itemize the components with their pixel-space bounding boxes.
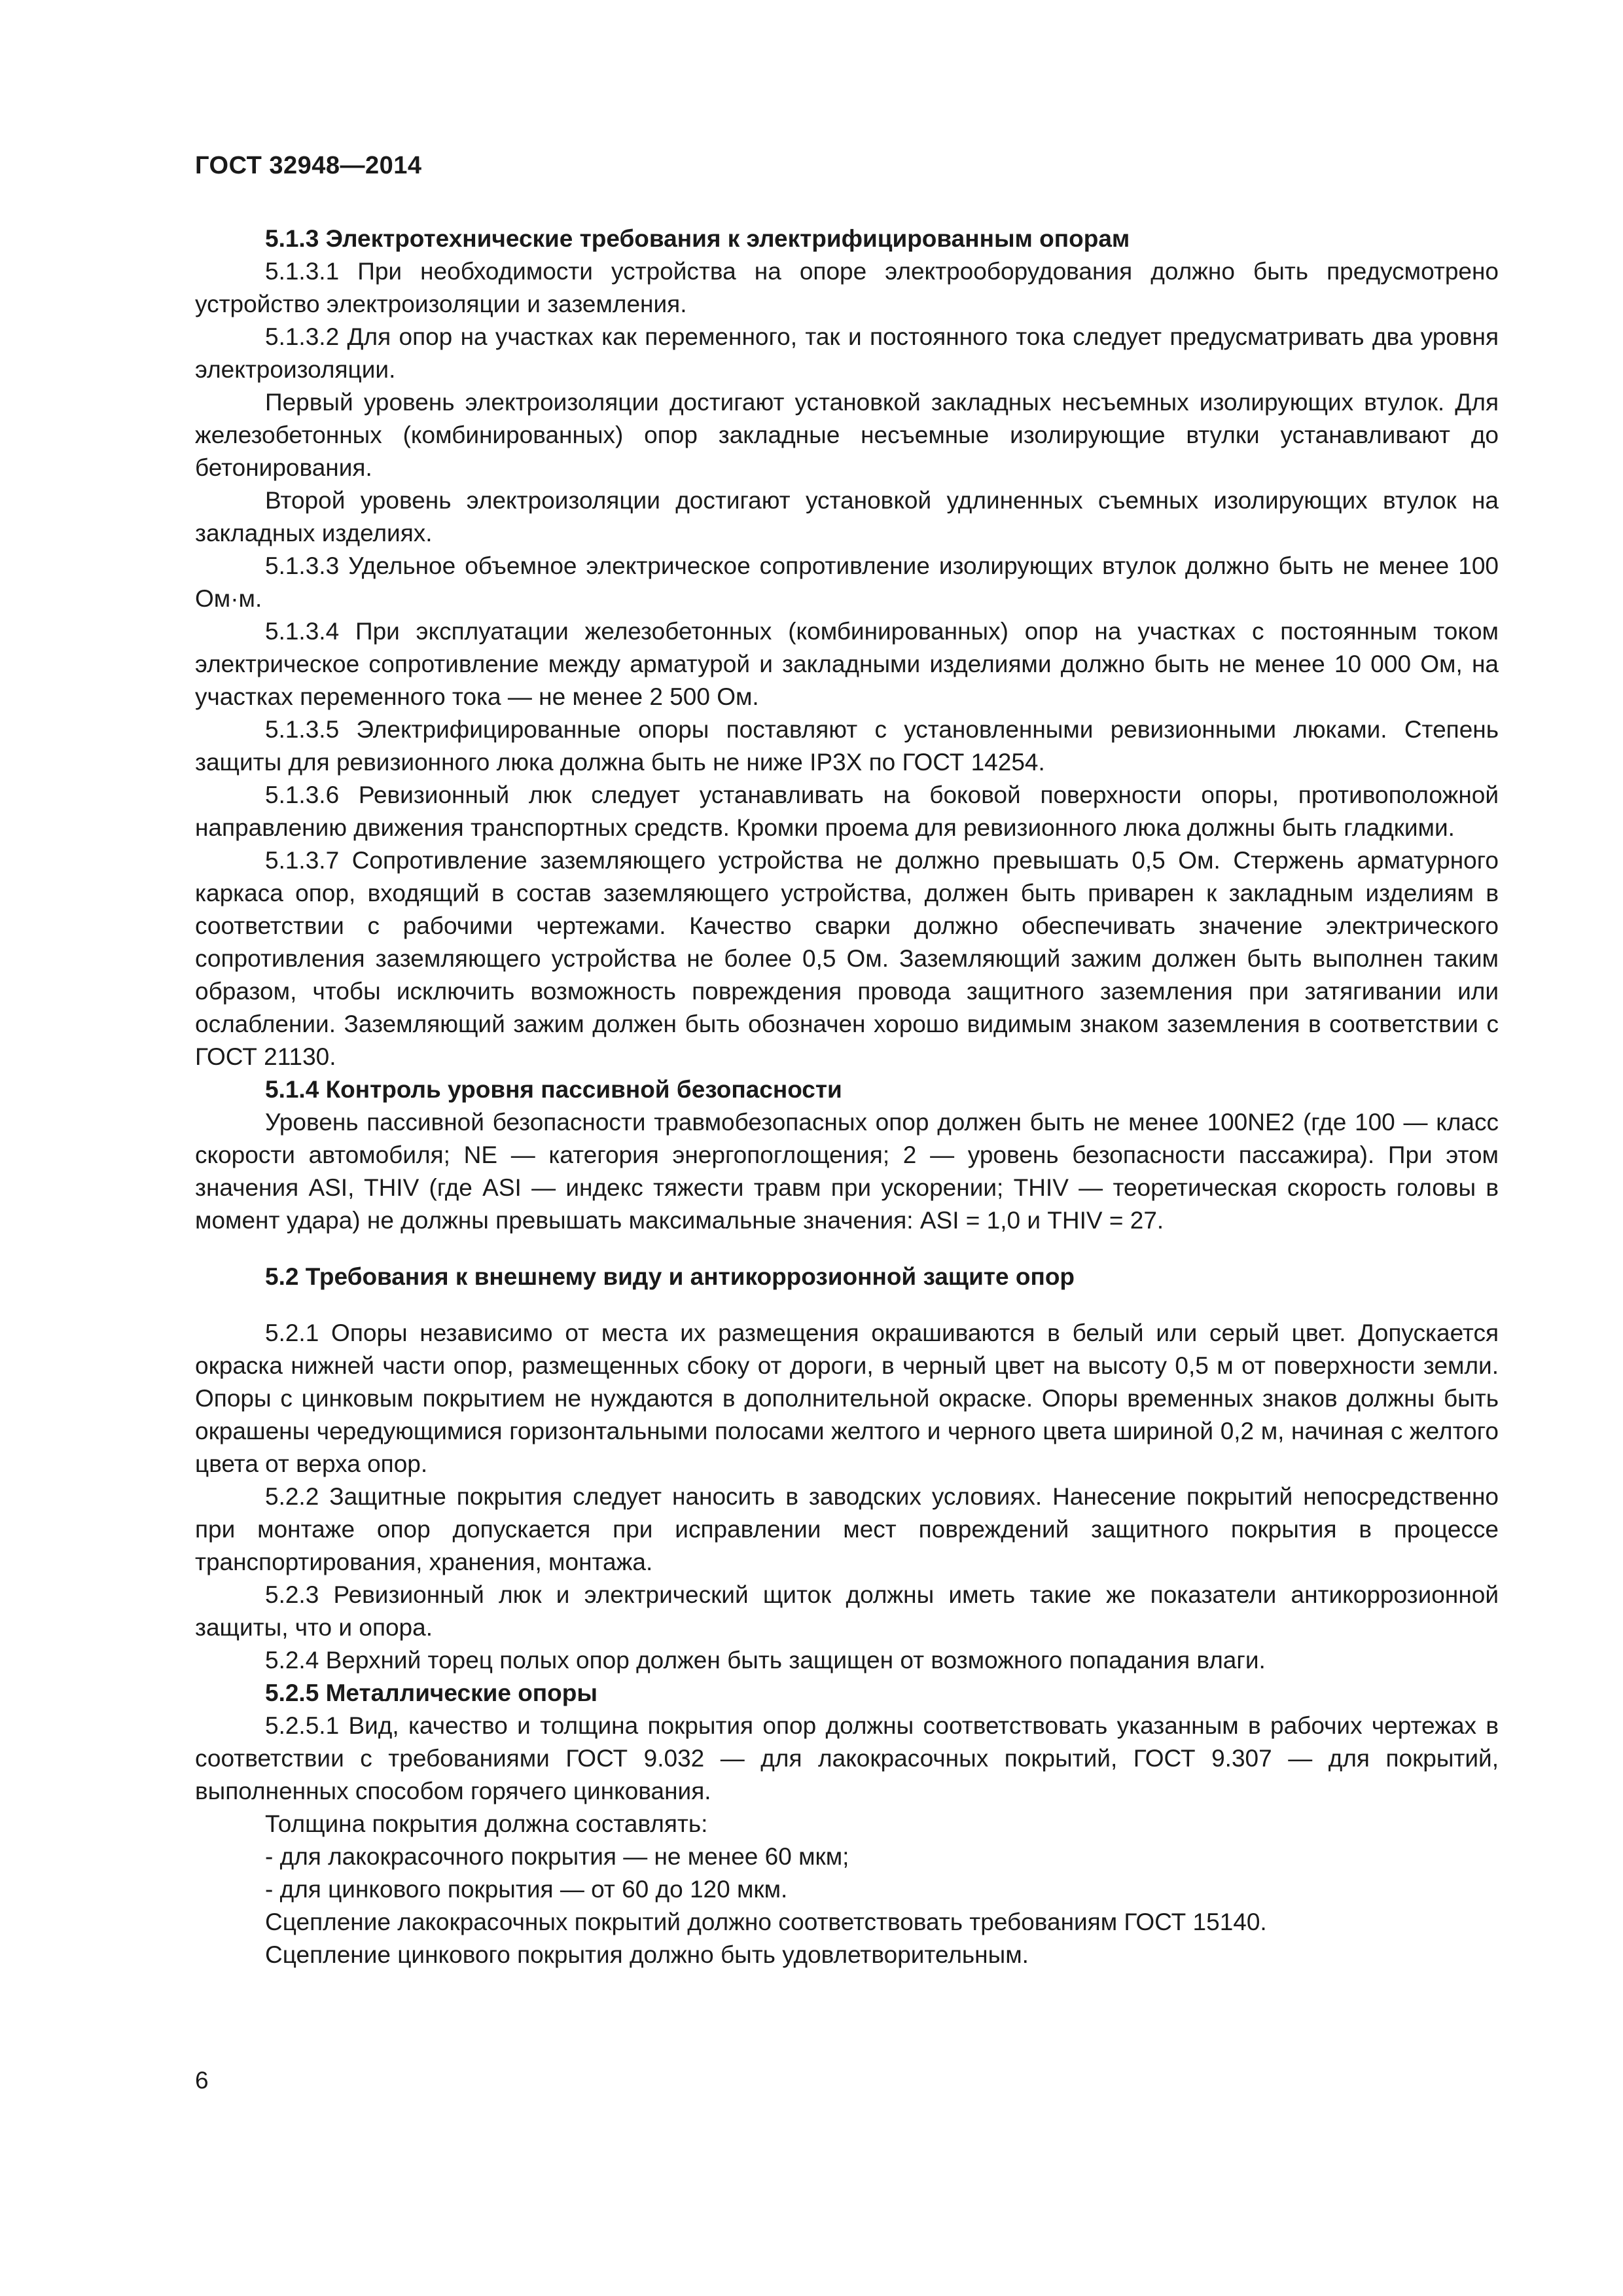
clause-5-2-4: 5.2.4 Верхний торец полых опор должен быть защищен от возможного попадания влаги. [265, 1647, 1266, 1674]
clause-5-1-3-7: 5.1.3.7 Сопротивление заземляющего устройства не должно превышать 0,5 Ом. Стержень арматурного каркаса опор, входящий в состав заземляющего устройства, должен быть приварен к закладным изделиям в соответствии с рабочими чертежами. Качество сварки должно обеспечивать значение электрического сопротивления заземляющего устройства не более 0,5 Ом. Заземляющий зажим должен быть выполнен таким образом, чтобы исключить возможность повреждения провода защитного заземления при затягивании или ослаблении. Заземляющий зажим должен быть обозначен хорошо видимым знаком заземления в соответствии с ГОСТ 21130. [195, 847, 1499, 1070]
paragraph-insulation-level-1: Первый уровень электроизоляции достигают установкой закладных несъемных изолирующих втулок. Для железобетонных (комбинированных) опор закладные несъемные изолирующие втулки устанавливают до бетонирования. [195, 389, 1499, 481]
thickness-intro: Толщина покрытия должна составлять: [265, 1810, 708, 1837]
section-5-2-5-title: 5.2.5 Металлические опоры [265, 1679, 597, 1706]
list-item: - для цинкового покрытия — от 60 до 120 мкм. [265, 1876, 788, 1903]
section-5-2-title: 5.2 Требования к внешнему виду и антикоррозионной защите опор [265, 1263, 1075, 1290]
section-5-1-3-title: 5.1.3 Электротехнические требования к электрифицированным опорам [265, 225, 1130, 252]
page-number: 6 [195, 2067, 209, 2094]
paragraph-insulation-level-2: Второй уровень электроизоляции достигают установкой удлиненных съемных изолирующих втулок на закладных изделиях. [195, 487, 1499, 547]
clause-5-2-3: 5.2.3 Ревизионный люк и электрический щиток должны иметь такие же показатели антикоррозионной защиты, что и опора. [195, 1581, 1499, 1641]
adhesion-zinc: Сцепление цинкового покрытия должно быть удовлетворительным. [265, 1941, 1029, 1968]
clause-5-2-2: 5.2.2 Защитные покрытия следует наносить в заводских условиях. Нанесение покрытий непосредственно при монтаже опор допускается при исправлении мест повреждений защитного покрытия в процессе транспортирования, хранения, монтажа. [195, 1483, 1499, 1575]
document-body [195, 223, 1499, 1971]
clause-5-1-4-text: Уровень пассивной безопасности травмобезопасных опор должен быть не менее 100NE2 (где 100 — класс скорости автомобиля; NE — категория энергопоглощения; 2 — уровень безопасности пассажира). При этом значения ASI, THIV (где ASI — индекс тяжести травм при ускорении; THIV — теоретическая скорость головы в момент удара) не должны превышать максимальные значения: ASI = 1,0 и THIV = 27. [195, 1109, 1499, 1234]
clause-5-1-3-3: 5.1.3.3 Удельное объемное электрическое сопротивление изолирующих втулок должно быть не менее 100 Ом·м. [195, 552, 1499, 612]
clause-5-2-5-1: 5.2.5.1 Вид, качество и толщина покрытия опор должны соответствовать указанным в рабочих чертежах в соответствии с требованиями ГОСТ 9.032 — для лакокрасочных покрытий, ГОСТ 9.307 — для покрытий, выполненных способом горячего цинкования. [195, 1712, 1499, 1804]
clause-5-1-3-1: 5.1.3.1 При необходимости устройства на опоре электрооборудования должно быть предусмотрено устройство электроизоляции и заземления. [195, 258, 1499, 317]
clause-5-1-3-2: 5.1.3.2 Для опор на участках как переменного, так и постоянного тока следует предусматривать два уровня электроизоляции. [195, 323, 1499, 383]
document-header-id: ГОСТ 32948—2014 [195, 152, 422, 179]
clause-5-1-3-6: 5.1.3.6 Ревизионный люк следует устанавливать на боковой поверхности опоры, противоположной направлению движения транспортных средств. Кромки проема для ревизионного люка должны быть гладкими. [195, 781, 1499, 841]
list-item: - для лакокрасочного покрытия — не менее 60 мкм; [265, 1843, 849, 1870]
section-5-1-4-title: 5.1.4 Контроль уровня пассивной безопасности [265, 1076, 842, 1103]
clause-5-2-1: 5.2.1 Опоры независимо от места их размещения окрашиваются в белый или серый цвет. Допускается окраска нижней части опор, размещенных сбоку от дороги, в черный цвет на высоту 0,5 м от поверхности земли. Опоры с цинковым покрытием не нуждаются в дополнительной окраске. Опоры временных знаков должны быть окрашены чередующимися горизонтальными полосами желтого и черного цвета шириной 0,2 м, начиная с желтого цвета от верха опор. [195, 1319, 1499, 1477]
clause-5-1-3-5: 5.1.3.5 Электрифицированные опоры поставляют с установленными ревизионными люками. Степень защиты для ревизионного люка должна быть не ниже IP3X по ГОСТ 14254. [195, 716, 1499, 776]
adhesion-paint: Сцепление лакокрасочных покрытий должно соответствовать требованиям ГОСТ 15140. [265, 1909, 1267, 1935]
clause-5-1-3-4: 5.1.3.4 При эксплуатации железобетонных (комбинированных) опор на участках с постоянным током электрическое сопротивление между арматурой и закладными изделиями должно быть не менее 10 000 Ом, на участках переменного тока — не менее 2 500 Ом. [195, 618, 1499, 710]
